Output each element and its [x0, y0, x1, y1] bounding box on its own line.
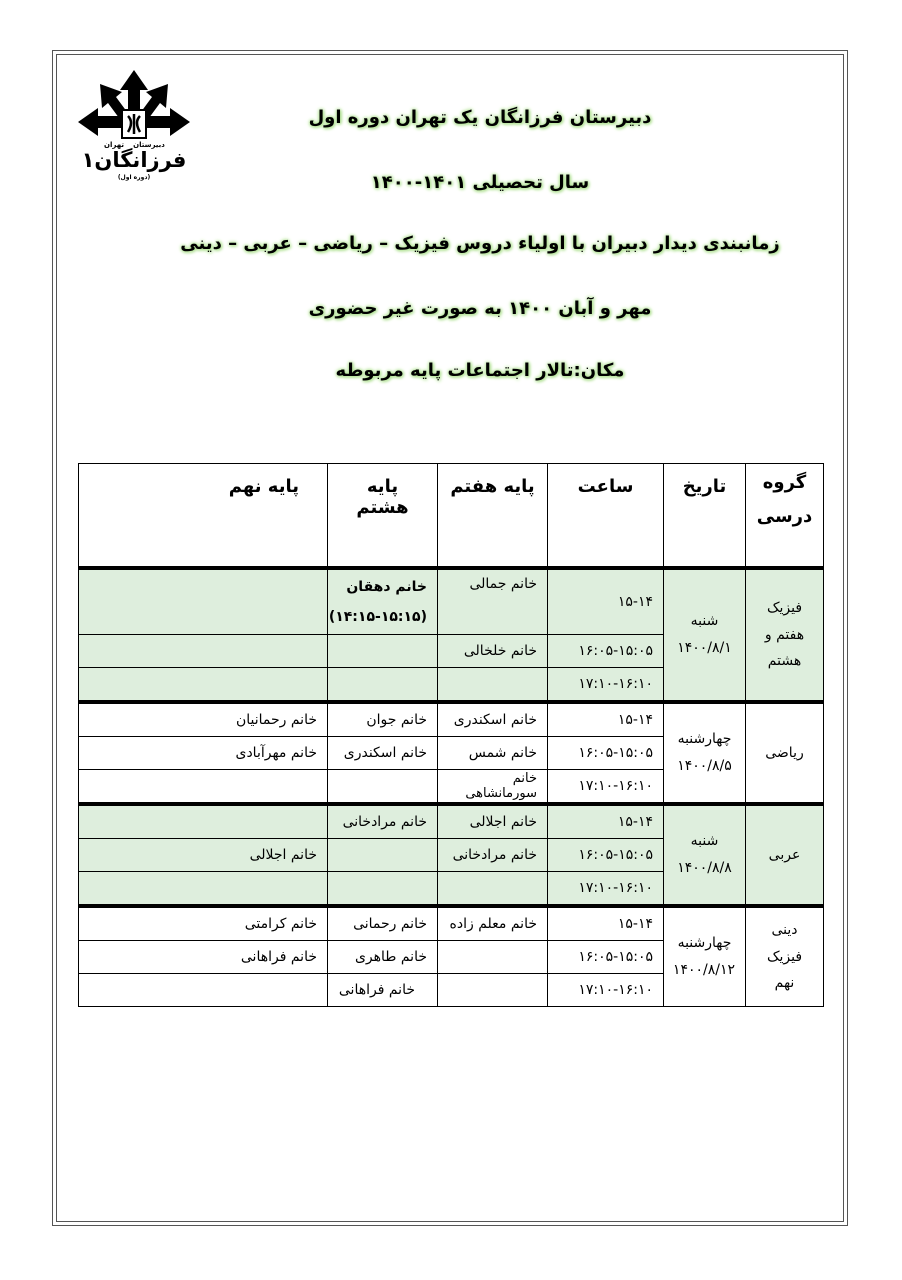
group-subject-sub: فیزیک نهم: [766, 948, 803, 992]
grade8-teacher: [328, 839, 438, 872]
grade8-teacher: خانم جوان: [328, 702, 438, 737]
time-cell: ۱۵-۱۴: [548, 906, 664, 941]
date-value: ۱۴۰۰/۸/۱: [677, 640, 732, 656]
date-cell: [664, 804, 746, 906]
col-header-time: ساعت: [548, 464, 664, 569]
grade8-teacher: [328, 668, 438, 703]
time-cell: ۱۶:۰۵-۱۵:۰۵: [548, 737, 664, 770]
grade8-teacher: خانم رحمانی: [328, 906, 438, 941]
grade8-teacher: [328, 770, 438, 805]
grade7-teacher: [438, 941, 548, 974]
group-subject: دینی: [771, 922, 798, 939]
time-cell: ۱۷:۱۰-۱۶:۱۰: [548, 668, 664, 703]
logo-city-text: تهران: [104, 141, 124, 149]
school-title: دبیرستان فرزانگان یک تهران دوره اول: [308, 107, 652, 128]
time-cell: ۱۷:۱۰-۱۶:۱۰: [548, 974, 664, 1007]
date-value: ۱۴۰۰/۸/۵: [677, 758, 732, 774]
schedule-table: [78, 463, 824, 1007]
date-value: ۱۴۰۰/۸/۱۲: [672, 962, 735, 978]
grade7-teacher: خانم سورمانشاهی: [438, 770, 548, 805]
logo-sub-text: (دوره اول): [117, 174, 151, 181]
time-cell: ۱۶:۰۵-۱۵:۰۵: [548, 635, 664, 668]
grade9-teacher: [79, 668, 328, 703]
grade7-teacher: خانم شمس: [438, 737, 548, 770]
grade7-teacher: خانم معلم زاده: [438, 906, 548, 941]
grade7-teacher: [438, 872, 548, 907]
date-day: شنبه: [690, 613, 719, 630]
logo-name-text: فرزانگان۱: [81, 148, 187, 172]
time-cell: ۱۶:۰۵-۱۵:۰۵: [548, 941, 664, 974]
grade7-teacher: خانم جمالی: [438, 568, 548, 635]
grade7-teacher: [438, 974, 548, 1007]
grade9-teacher: [79, 568, 328, 635]
grade7-teacher: خانم اسکندری: [438, 702, 548, 737]
grade8-teacher: [328, 635, 438, 668]
col-header-group: گروه درسی: [746, 464, 824, 569]
col-header-grade8: پایه هشتم: [328, 464, 438, 569]
col-header-grade7: پایه هفتم: [438, 464, 548, 569]
date-day: چهارشنبه: [677, 731, 732, 748]
grade8-teacher: خانم فراهانی: [328, 974, 438, 1007]
table-row: [79, 568, 824, 635]
date-day: چهارشنبه: [677, 935, 732, 952]
time-cell: ۱۵-۱۴: [548, 702, 664, 737]
date-cell: [664, 906, 746, 1007]
meeting-location: مکان:تالار اجتماعات پایه مربوطه: [335, 360, 625, 381]
col-header-date: تاریخ: [664, 464, 746, 569]
grade8-teacher: خانم طاهری: [328, 941, 438, 974]
grade9-teacher: [79, 974, 328, 1007]
time-cell: ۱۶:۰۵-۱۵:۰۵: [548, 839, 664, 872]
group-subject: فیزیک: [766, 600, 803, 617]
time-cell: ۱۵-۱۴: [548, 568, 664, 635]
grade9-teacher: خانم مهرآبادی: [79, 737, 328, 770]
grade9-teacher: [79, 770, 328, 805]
grade8-teacher: خانم دهقان (۱۵:۱۵-۱۴:۱۵): [328, 568, 438, 635]
col-header-grade9: پایه نهم: [79, 464, 328, 569]
time-cell: ۱۵-۱۴: [548, 804, 664, 839]
grade9-teacher: [79, 804, 328, 839]
date-day: شنبه: [690, 833, 719, 850]
grade9-teacher: [79, 635, 328, 668]
group-cell-physics: [746, 568, 824, 702]
grade7-teacher: [438, 668, 548, 703]
date-cell: [664, 568, 746, 702]
date-cell: [664, 702, 746, 804]
date-value: ۱۴۰۰/۸/۸: [677, 860, 732, 876]
logo-top-text: دبیرستان: [133, 141, 165, 149]
grade8-teacher: [328, 872, 438, 907]
table-row: [79, 804, 824, 839]
grade8-teacher: خانم مرادخانی: [328, 804, 438, 839]
grade8-teacher: خانم اسکندری: [328, 737, 438, 770]
academic-year: سال تحصیلی ۱۴۰۱-۱۴۰۰: [370, 172, 590, 193]
table-row: [79, 906, 824, 941]
group-subject: ریاضی: [765, 744, 804, 761]
table-header-row: [79, 464, 824, 569]
group-subject: عربی: [768, 846, 801, 863]
table-row: [79, 702, 824, 737]
grade7-teacher: خانم مرادخانی: [438, 839, 548, 872]
grade7-teacher: خانم خلخالی: [438, 635, 548, 668]
group-cell-math: [746, 702, 824, 804]
schedule-subject: زمانبندی دیدار دبیران با اولیاء دروس فیزیک – ریاضی – عربی – دینی: [180, 233, 780, 254]
time-cell: ۱۷:۱۰-۱۶:۱۰: [548, 872, 664, 907]
group-subject-sub: هفتم و هشتم: [764, 626, 805, 670]
grade9-teacher: خانم رحمانیان: [79, 702, 328, 737]
group-cell-religion: [746, 906, 824, 1007]
time-cell: ۱۷:۱۰-۱۶:۱۰: [548, 770, 664, 805]
grade9-teacher: خانم فراهانی: [79, 941, 328, 974]
grade9-teacher: خانم کرامتی: [79, 906, 328, 941]
grade9-teacher: خانم اجلالی: [79, 839, 328, 872]
schedule-period: مهر و آبان ۱۴۰۰ به صورت غیر حضوری: [308, 298, 652, 319]
group-cell-arabic: [746, 804, 824, 906]
grade7-teacher: خانم اجلالی: [438, 804, 548, 839]
grade9-teacher: [79, 872, 328, 907]
